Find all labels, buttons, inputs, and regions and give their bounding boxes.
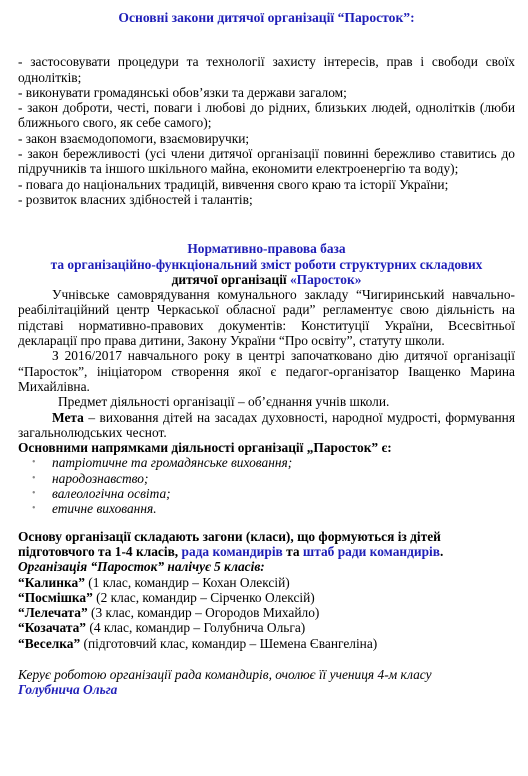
headquarters-link: штаб ради командирів	[302, 543, 440, 559]
direction-item: • народознавство;	[52, 471, 515, 486]
law-item: - повага до національних традицій, вивчення свого краю та історії України;	[18, 176, 449, 192]
organization-basis-text: Основу організації складають загони (класи), що формуються із дітей підготовчого та 1-4 класів,	[18, 528, 441, 559]
organization-basis-and: та	[282, 543, 303, 559]
footer-name: Голубнича Ольга	[18, 682, 118, 698]
goal-text: – виховання дітей на засадах духовності, народної мудрості, формування загальнолюдських чеснот.	[18, 409, 515, 440]
class-item	[18, 620, 515, 635]
class-item	[18, 575, 515, 590]
class-desc: (3 клас, командир – Огородов Михайло)	[87, 605, 320, 621]
goal-label: Мета	[52, 409, 84, 425]
paragraph-founding: З 2016/2017 навчального року в центрі започатковано дію дитячої організації “Паросток”, ініціатором створення якої є педагог-організатор Іващенко Марина Михайлівна.	[18, 348, 515, 394]
paragraph-subject: Предмет діяльності організації – об’єднання учнів школи.	[58, 394, 390, 410]
section-heading-line-2: та організаційно-функціональний зміст роботи структурних складових	[50, 256, 483, 272]
class-name: “Веселка”	[18, 635, 81, 651]
class-name: “Козачата”	[18, 620, 87, 636]
document-page	[18, 10, 515, 698]
direction-item: • етичне виховання.	[52, 501, 515, 516]
class-item	[18, 590, 515, 605]
section-heading-line-3a: дитячої організації	[171, 271, 290, 287]
footer-text: Керує роботою організації рада командирів, очолює її учениця 4-м класу	[18, 666, 432, 682]
section-heading	[18, 241, 515, 287]
laws-title: Основні закони дитячої організації “Паросток”:	[118, 10, 415, 25]
class-desc: (4 клас, командир – Голубнича Ольга)	[86, 620, 306, 636]
section-heading-line-3b: «Паросток»	[289, 271, 362, 287]
classes-intro: Організація “Паросток” налічує 5 класів:	[18, 559, 265, 575]
class-name: “Калинка”	[18, 574, 85, 590]
law-item: - виконувати громадянські обов’язки та держави загалом;	[18, 84, 347, 100]
organization-structure	[18, 529, 515, 651]
paragraph-self-government: Учнівське самоврядування комунального закладу “Чигиринський навчально-реабілітаційний центр Черкаської обласної ради” регламентує свою діяльність на підставі нормативно-правових документів: Конституції України, Всесвітньої декларації про права дитини, Закону України “Про освіту”, статуту школи.	[18, 287, 515, 349]
law-item: - закон доброти, честі, поваги і любові до рідних, близьких людей, однолітків (люби ближнього свого, як себе самого);	[18, 100, 515, 131]
class-item	[18, 605, 515, 620]
class-desc: (підготовчий клас, командир – Шемена Євангеліна)	[80, 635, 378, 651]
class-item	[18, 636, 515, 651]
paragraph-goal	[18, 410, 515, 441]
class-desc: (1 клас, командир – Кохан Олексій)	[84, 574, 290, 590]
direction-item: • патріотичне та громадянське виховання;	[52, 455, 515, 470]
law-item: - розвиток власних здібностей і талантів;	[18, 191, 253, 207]
class-name: “Лелечата”	[18, 605, 88, 621]
section-heading-line-3	[18, 272, 515, 287]
organization-basis-end: .	[440, 543, 444, 559]
laws-list	[18, 54, 515, 207]
council-link: рада командирів	[181, 543, 283, 559]
directions-list	[18, 455, 515, 516]
footer-note	[18, 667, 515, 698]
law-item: - закон взаємодопомоги, взаємовиручки;	[18, 130, 250, 146]
class-name: “Посмішка”	[18, 589, 93, 605]
class-desc: (2 клас, командир – Сірченко Олексій)	[92, 589, 315, 605]
law-item: - застосовувати процедури та технології захисту інтересів, прав і свободи своїх однолітків;	[18, 54, 515, 85]
organization-basis	[18, 529, 515, 560]
directions-title: Основними напрямками діяльності організації „Паросток” є:	[18, 440, 392, 456]
section-heading-line-1: Нормативно-правова база	[187, 241, 346, 257]
direction-item: • валеологічна освіта;	[52, 486, 515, 501]
law-item: - закон бережливості (усі члени дитячої організації повинні бережливо ставитись до підручників та іншого шкільного майна, економити електроенергію та воду);	[18, 146, 515, 177]
